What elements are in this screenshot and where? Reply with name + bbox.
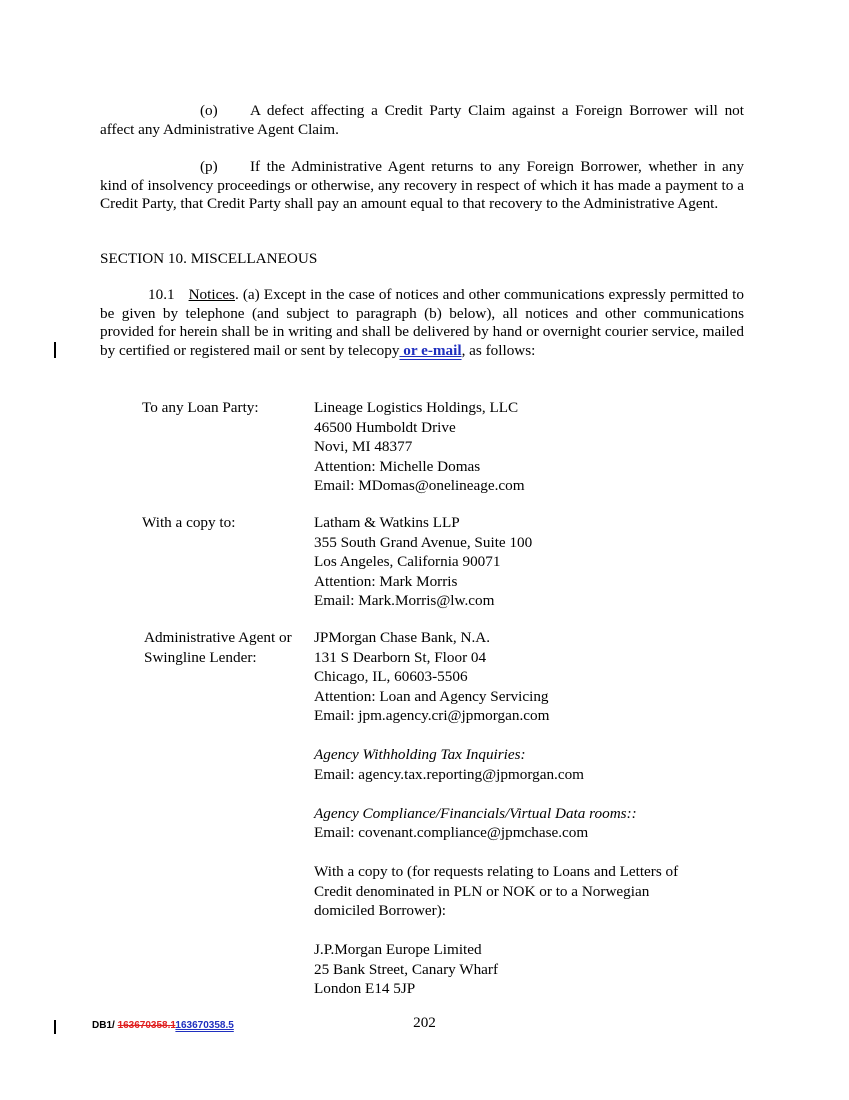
tax-inquiries-heading: Agency Withholding Tax Inquiries: bbox=[314, 746, 526, 763]
europe-address-line: J.P.Morgan Europe Limited bbox=[314, 941, 482, 958]
address-line: Lineage Logistics Holdings, LLC bbox=[314, 399, 519, 416]
europe-address-line: London E14 5JP bbox=[314, 980, 416, 997]
address-line: Email: jpm.agency.cri@jpmorgan.com bbox=[314, 707, 550, 724]
europe-address-line: 25 Bank Street, Canary Wharf bbox=[314, 960, 499, 978]
notices-title: Notices bbox=[188, 286, 235, 303]
address-line: Email: MDomas@onelineage.com bbox=[314, 477, 525, 494]
address-line: 131 S Dearborn St, Floor 04 bbox=[314, 648, 487, 666]
paragraph-p-text: If the Administrative Agent returns to any Foreign Borrower, whether in any kind of insolvency proceedings or otherwise, any recovery in respect of which it has made a payment to a Credit Party, that Credit Party shall pay an amount equal to that recovery to the Administrative Agent. bbox=[100, 158, 744, 213]
inserted-text: or e-mail bbox=[399, 342, 462, 360]
address-line: 46500 Humboldt Drive bbox=[314, 418, 456, 436]
notice-address bbox=[314, 628, 754, 999]
notice-label: With a copy to: bbox=[142, 514, 236, 531]
address-line: Attention: Mark Morris bbox=[314, 572, 458, 590]
notice-label: To any Loan Party: bbox=[142, 399, 259, 416]
notices-number: 10.1 bbox=[148, 286, 175, 303]
paragraph-o bbox=[100, 102, 744, 139]
copy-note-line: With a copy to (for requests relating to Loans and Letters of bbox=[314, 863, 679, 880]
compliance-heading: Agency Compliance/Financials/Virtual Data rooms:: bbox=[314, 804, 637, 822]
copy-note-line: domiciled Borrower): bbox=[314, 902, 447, 919]
page-number: 202 bbox=[413, 1014, 436, 1031]
notice-address bbox=[314, 398, 754, 496]
paragraph-p-label: (p) bbox=[200, 158, 218, 175]
address-line: Chicago, IL, 60603-5506 bbox=[314, 668, 468, 685]
address-line: 355 South Grand Avenue, Suite 100 bbox=[314, 533, 533, 551]
new-document-id: 163670358.5 bbox=[175, 1020, 234, 1031]
address-line: Attention: Michelle Domas bbox=[314, 457, 481, 475]
address-line: JPMorgan Chase Bank, N.A. bbox=[314, 629, 491, 646]
notice-label-line: Administrative Agent or bbox=[144, 629, 292, 646]
tax-inquiries-email: Email: agency.tax.reporting@jpmorgan.com bbox=[314, 765, 584, 783]
notices-text-after: , as follows: bbox=[461, 342, 536, 360]
notices-paragraph bbox=[100, 286, 744, 361]
paragraph-o-text: A defect affecting a Credit Party Claim against a Foreign Borrower will not affect any Administrative Agent Claim. bbox=[100, 102, 744, 138]
deleted-document-id: 163670358.1 bbox=[117, 1020, 176, 1031]
compliance-email: Email: covenant.compliance@jpmchase.com bbox=[314, 824, 589, 841]
notice-label bbox=[144, 628, 319, 667]
address-line: Latham & Watkins LLP bbox=[314, 514, 460, 531]
notices-text-before: . (a) Except in the case of notices and other communications expressly permitted to be given by telephone (and subject to paragraph (b) below), all notices and other communications provided for herein shall be in writing and shall be delivered by hand or overnight courier service, mailed by certified or registered mail or sent by telecopy bbox=[100, 286, 744, 360]
notice-address bbox=[314, 513, 754, 611]
paragraph-p bbox=[100, 158, 744, 214]
paragraph-o-label: (o) bbox=[200, 102, 218, 119]
address-line: Email: Mark.Morris@lw.com bbox=[314, 592, 495, 609]
address-line: Attention: Loan and Agency Servicing bbox=[314, 687, 549, 705]
copy-note-line: Credit denominated in PLN or NOK or to a Norwegian bbox=[314, 882, 650, 900]
notice-label-line: Swingline Lender: bbox=[144, 648, 257, 666]
address-line: Los Angeles, California 90071 bbox=[314, 553, 501, 570]
change-bar bbox=[54, 342, 56, 358]
section-heading: SECTION 10. MISCELLANEOUS bbox=[100, 250, 318, 267]
address-line: Novi, MI 48377 bbox=[314, 438, 413, 455]
document-id-prefix: DB1/ bbox=[92, 1020, 118, 1031]
